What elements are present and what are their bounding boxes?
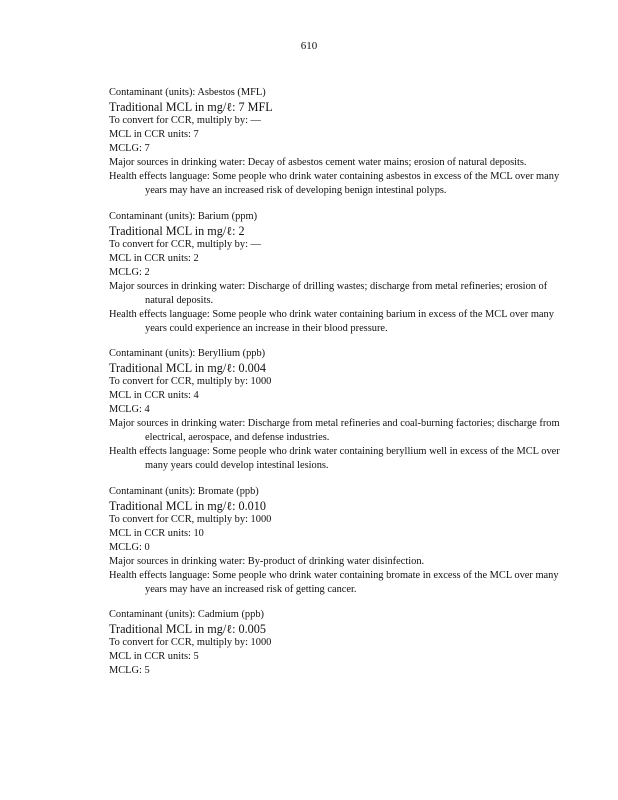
traditional-mcl: Traditional MCL in mg/ℓ: 7 MFL xyxy=(109,100,273,114)
mcl-ccr-units: MCL in CCR units: 2 xyxy=(109,252,199,264)
mclg: MCLG: 2 xyxy=(109,266,150,278)
convert-factor: To convert for CCR, multiply by: 1000 xyxy=(109,513,272,525)
mcl-ccr-units: MCL in CCR units: 5 xyxy=(109,651,199,662)
major-sources: Major sources in drinking water: By-product of drinking water disinfection. xyxy=(109,555,425,567)
health-effects: Health effects language: Some people who drink water containing barium in excess of the MCL over many years could experience an increase in their blood pressure. xyxy=(109,308,554,334)
contaminant-entry-bromate xyxy=(109,485,559,597)
major-sources: Major sources in drinking water: Discharge from metal refineries and coal-burning factories; discharge from electrical, aerospace, and defense industries. xyxy=(109,418,560,443)
convert-factor: To convert for CCR, multiply by: — xyxy=(109,115,261,126)
health-effects: Health effects language: Some people who drink water containing asbestos in excess of the MCL over many years may have an increased risk of developing benign intestinal polyps. xyxy=(109,171,560,196)
mcl-ccr-units: MCL in CCR units: 10 xyxy=(109,527,204,539)
convert-factor: To convert for CCR, multiply by: 1000 xyxy=(109,637,272,648)
convert-factor: To convert for CCR, multiply by: — xyxy=(109,238,261,250)
mcl-ccr-units: MCL in CCR units: 7 xyxy=(109,129,199,140)
health-effects: Health effects language: Some people who drink water containing beryllium well in excess of the MCL over many years could develop intestinal lesions. xyxy=(109,446,560,471)
major-sources: Major sources in drinking water: Decay of asbestos cement water mains; erosion of natural deposits. xyxy=(109,157,527,168)
mclg: MCLG: 0 xyxy=(109,541,150,553)
contaminant-heading: Contaminant (units): Beryllium (ppb) xyxy=(109,348,266,359)
contaminant-heading: Contaminant (units): Cadmium (ppb) xyxy=(109,609,264,620)
contaminant-entry-beryllium xyxy=(109,347,560,473)
contaminant-entry-barium xyxy=(109,210,554,336)
health-effects: Health effects language: Some people who drink water containing bromate in excess of the MCL over many years may have an increased risk of getting cancer. xyxy=(109,569,559,595)
page-number: 610 xyxy=(300,40,318,52)
mclg: MCLG: 7 xyxy=(109,143,150,154)
contaminant-heading: Contaminant (units): Asbestos (MFL) xyxy=(109,87,266,98)
contaminant-entry-cadmium xyxy=(109,608,549,678)
mclg: MCLG: 4 xyxy=(109,404,150,415)
contaminant-heading: Contaminant (units): Barium (ppm) xyxy=(109,210,258,222)
major-sources: Major sources in drinking water: Discharge of drilling wastes; discharge from metal refineries; erosion of natural deposits. xyxy=(109,280,548,306)
traditional-mcl: Traditional MCL in mg/ℓ: 0.010 xyxy=(109,498,266,513)
contaminant-entry-asbestos xyxy=(109,86,560,198)
mcl-ccr-units: MCL in CCR units: 4 xyxy=(109,390,199,401)
traditional-mcl: Traditional MCL in mg/ℓ: 0.005 xyxy=(109,622,266,636)
document-body xyxy=(109,86,560,690)
contaminant-heading: Contaminant (units): Bromate (ppb) xyxy=(109,485,259,497)
convert-factor: To convert for CCR, multiply by: 1000 xyxy=(109,376,272,387)
traditional-mcl: Traditional MCL in mg/ℓ: 0.004 xyxy=(109,361,266,375)
mclg: MCLG: 5 xyxy=(109,665,150,676)
traditional-mcl: Traditional MCL in mg/ℓ: 2 xyxy=(109,223,245,238)
